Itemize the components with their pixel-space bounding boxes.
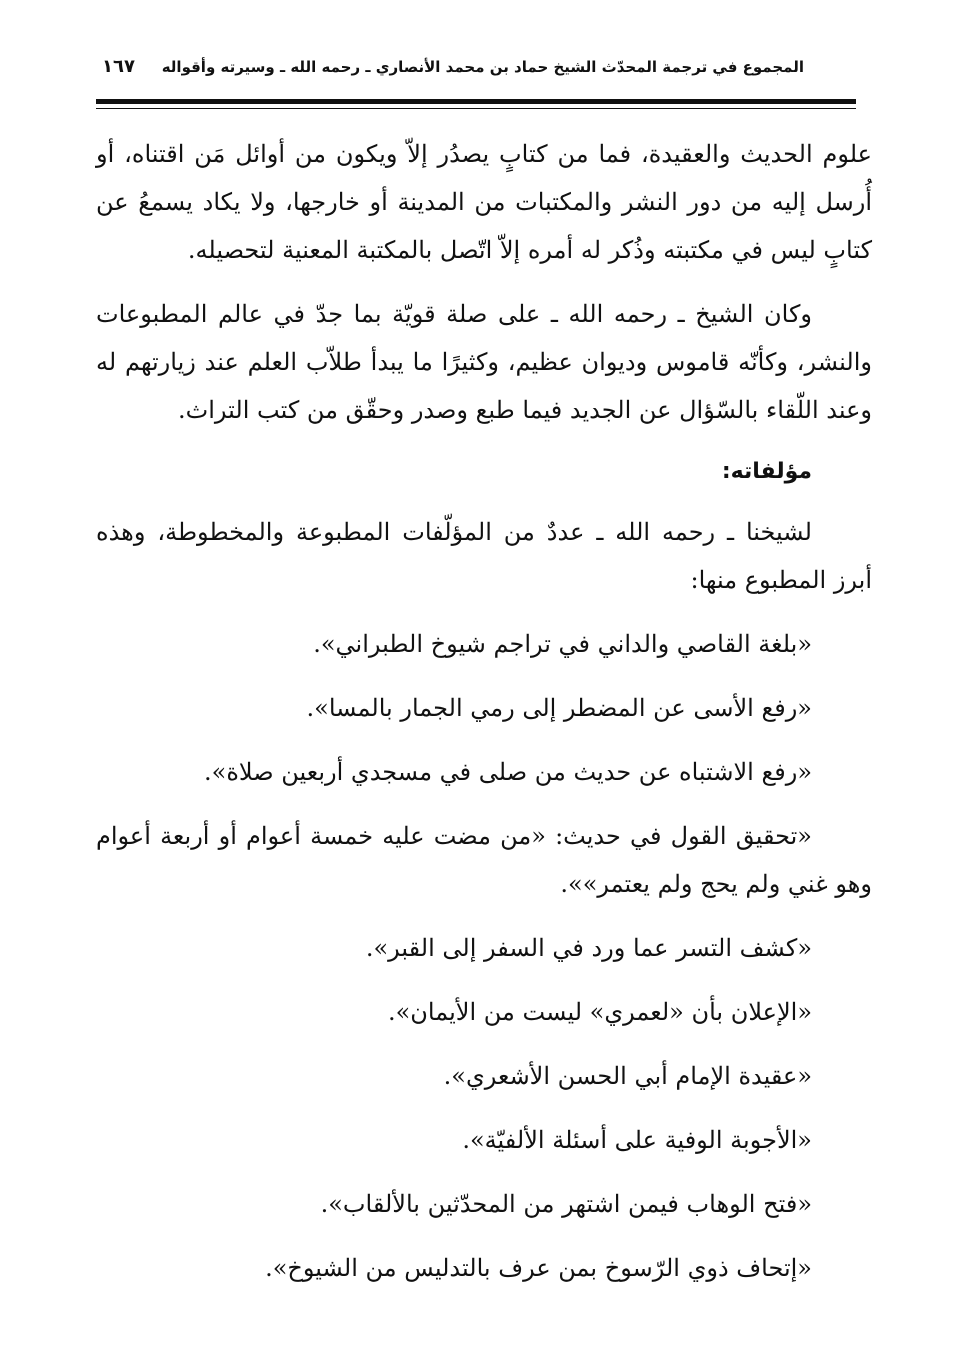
work-item: «إتحاف ذوي الرّسوخ بمن عرف بالتدليس من الشيوخ». bbox=[265, 1254, 812, 1282]
work-item: «الإعلان بأن «لعمري» ليست من الأيمان». bbox=[387, 998, 812, 1026]
paragraph-works-intro: لشيخنا ـ رحمه الله ـ عددٌ من المؤلّفات المطبوعة والمخطوطة، وهذه أبرز المطبوع منها: bbox=[96, 518, 872, 594]
header-rule-thin bbox=[96, 108, 856, 109]
section-heading-works: مؤلفاته: bbox=[721, 459, 812, 484]
page-number: ١٦٧ bbox=[102, 56, 135, 77]
work-item: «رفع الأسى عن المضطر إلى رمي الجمار بالمسا». bbox=[306, 694, 812, 722]
paragraph-library: علوم الحديث والعقيدة، فما من كتابٍ يصدُر إلاّ ويكون من أوائل مَن اقتناه، أو أُرسل إليه من دور النشر والمكتبات من المدينة أو خارجها، ولا يكاد يسمعُ عن كتابٍ ليس في مكتبته وذُكر له أمره إلاّ اتّصل بالمكتبة المعنية لتحصيله. bbox=[96, 140, 872, 264]
work-item: «كشف التسر عما ورد في السفر إلى القبر». bbox=[365, 934, 812, 962]
header-rule-thick bbox=[96, 99, 856, 104]
work-item: «عقيدة الإمام أبي الحسن الأشعري». bbox=[443, 1062, 812, 1090]
running-header bbox=[96, 52, 856, 86]
work-item: «تحقيق القول في حديث: «من مضت عليه خمسة أعوام أو أربعة أعوام وهو غني ولم يحج ولم يعتمر»». bbox=[96, 822, 872, 898]
works-list bbox=[96, 620, 872, 1292]
header-title: المجموع في ترجمة المحدّث الشيخ حماد بن محمد الأنصاري ـ رحمه الله ـ وسيرته وأقواله bbox=[161, 58, 804, 76]
work-item: «الأجوبة الوفية على أسئلة الألفيّة». bbox=[462, 1126, 812, 1154]
work-item: «بلغة القاصي والداني في تراجم شيوخ الطبراني». bbox=[313, 630, 812, 658]
work-item: «رفع الاشتباه عن حديث من صلى في مسجدي أربعين صلاة». bbox=[204, 758, 812, 786]
paragraph-publications: وكان الشيخ ـ رحمه الله ـ على صلة قويّة بما جدّ في عالم المطبوعات والنشر، وكأنّه قاموس وديوان عظيم، وكثيرًا ما يبدأ طلاّب العلم عند زيارتهم له وعند اللّقاء بالسّؤال عن الجديد فيما طبع وصدر وحقّق من كتب التراث. bbox=[96, 300, 872, 424]
work-item: «فتح الوهاب فيمن اشتهر من المحدّثين بالألقاب». bbox=[320, 1190, 812, 1218]
page-body bbox=[96, 130, 872, 1308]
